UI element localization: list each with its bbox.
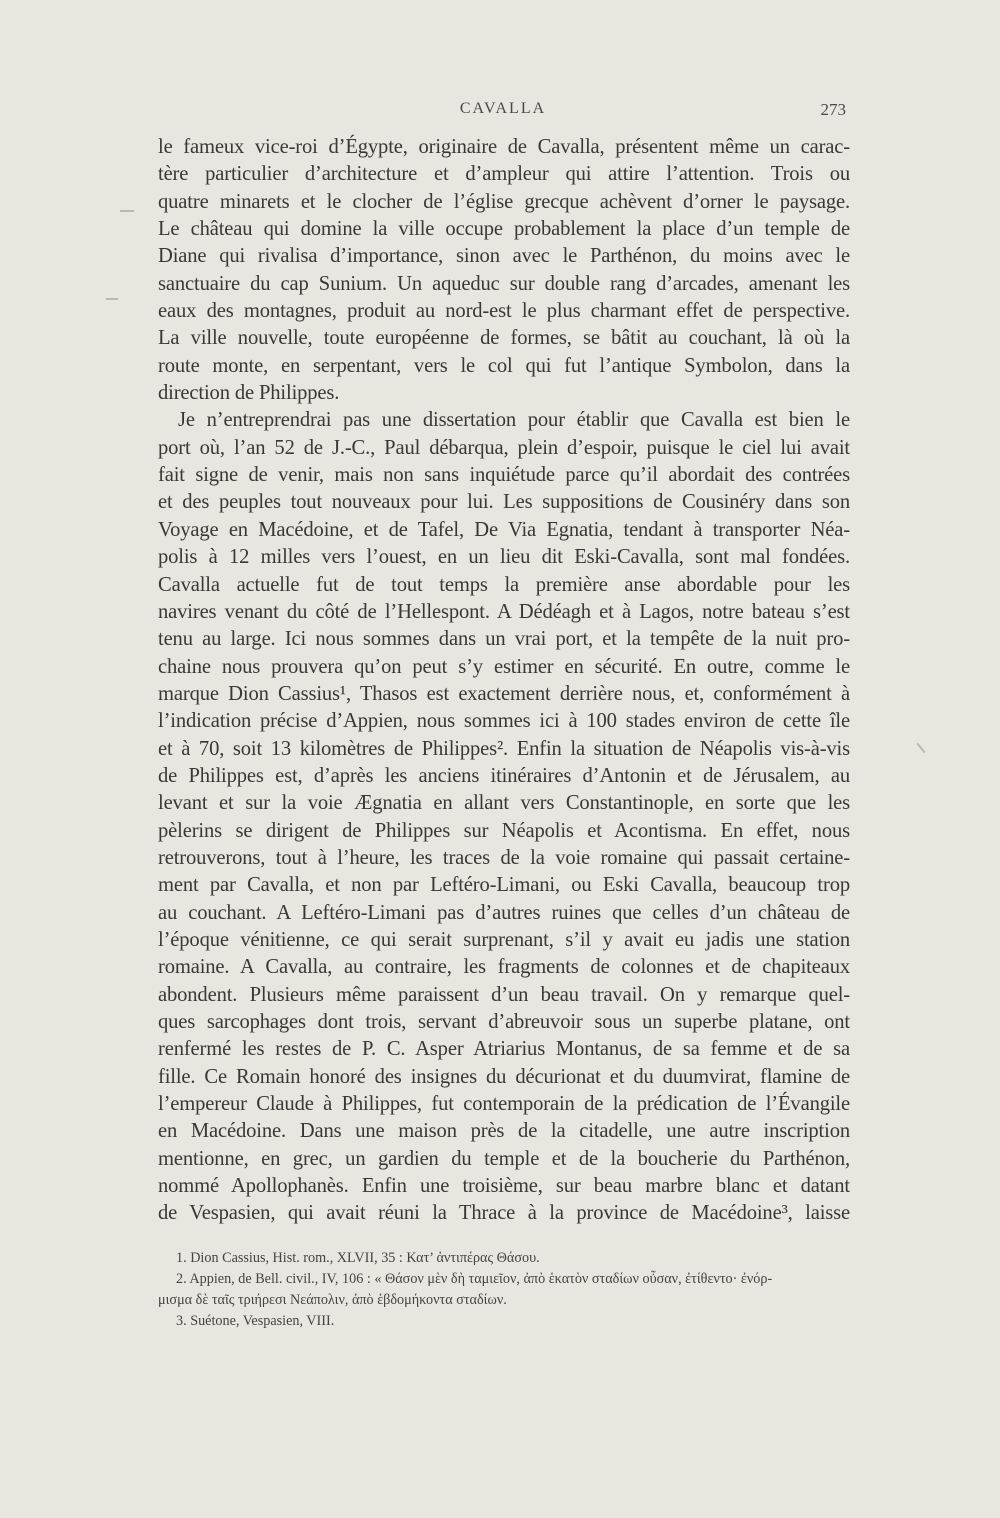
text-line: fille. Ce Romain honoré des insignes du décurionat et du duumvirat, flamine de: [158, 1065, 850, 1088]
running-title: CAVALLA: [459, 100, 547, 117]
text-line: Diane qui rivalisa d’importance, sinon avec le Parthénon, du moins avec le: [158, 245, 850, 268]
text-line: chaine nous prouvera qu’on peut s’y estimer en sécurité. En outre, comme le: [158, 655, 850, 678]
text-line: retrouverons, tout à l’heure, les traces de la voie romaine qui passait certaine-: [158, 846, 850, 869]
text-line: Cavalla actuelle fut de tout temps la première anse abordable pour les: [158, 573, 850, 596]
scan-mark: [916, 743, 925, 753]
text-line: levant et sur la voie Ægnatia en allant vers Constantinople, en sorte que les: [158, 792, 850, 815]
text-line: le fameux vice-roi d’Égypte, originaire de Cavalla, présentent même un carac-: [158, 136, 850, 158]
text-line: tère particulier d’architecture et d’ampleur qui attire l’attention. Trois ou: [158, 163, 850, 186]
text-line: abondent. Plusieurs même paraissent d’un beau travail. On y remarque quel-: [158, 983, 850, 1006]
text-line: marque Dion Cassius¹, Thasos est exactement derrière nous, et, conformément à: [158, 682, 850, 705]
text-line: pèlerins se dirigent de Philippes sur Néapolis et Acontisma. En effet, nous: [158, 819, 850, 842]
text-line: La ville nouvelle, toute européenne de formes, se bâtit au couchant, là où la: [158, 327, 850, 350]
text-line: sanctuaire du cap Sunium. Un aqueduc sur double rang d’arcades, amenant les: [158, 272, 850, 295]
text-line: tenu au large. Ici nous sommes dans un vrai port, et la tempête de la nuit pro-: [158, 628, 850, 651]
running-head: [158, 100, 848, 122]
text-line: Le château qui domine la ville occupe probablement la place d’un temple de: [158, 218, 850, 241]
text-line: direction de Philippes.: [158, 382, 340, 405]
footnote-line: 2. Appien, de Bell. civil., IV, 106 : « Θάσον μὲν δὴ ταμιεῖον, ἀπὸ ἑκατὸν σταδίων οὖσαν, ἐτίθεντο· ἐνόρ-: [176, 1271, 773, 1287]
main-text: [158, 134, 850, 1228]
text-line: Je n’entreprendrai pas une dissertation pour établir que Cavalla est bien le: [178, 409, 850, 432]
footnote-line: 3. Suétone, Vespasien, VIII.: [176, 1313, 335, 1329]
text-line: ment par Cavalla, et non par Leftéro-Limani, ou Eski Cavalla, beaucoup trop: [158, 874, 850, 897]
text-line: Voyage en Macédoine, et de Tafel, De Via Egnatia, tendant à transporter Néa-: [158, 518, 850, 541]
text-line: fait signe de venir, mais non sans inquiétude parce qu’il abordait des contrées: [158, 464, 850, 487]
text-line: l’indication précise d’Appien, nous sommes ici à 100 stades environ de cette île: [158, 710, 850, 733]
text-line: de Vespasien, qui avait réuni la Thrace à la province de Macédoine³, laisse: [158, 1202, 850, 1225]
scan-mark: [120, 210, 134, 212]
text-line: de Philippes est, d’après les anciens itinéraires d’Antonin et de Jérusalem, au: [158, 764, 850, 787]
text-line: romaine. A Cavalla, au contraire, les fragments de colonnes et de chapiteaux: [158, 956, 850, 979]
footnote-line: 1. Dion Cassius, Hist. rom., XLVII, 35 : Κατ’ ἀντιπέρας Θάσου.: [176, 1250, 540, 1266]
text-line: polis à 12 milles vers l’ouest, en un lieu dit Eski-Cavalla, sont mal fondées.: [158, 546, 850, 569]
text-line: en Macédoine. Dans une maison près de la citadelle, une autre inscription: [158, 1120, 850, 1143]
text-line: renfermé les restes de P. C. Asper Atriarius Montanus, de sa femme et de sa: [158, 1038, 850, 1061]
text-line: port où, l’an 52 de J.-C., Paul débarqua, plein d’espoir, puisque le ciel lui avait: [158, 436, 850, 459]
text-line: ques sarcophages dont trois, servant d’abreuvoir sous un superbe platane, ont: [158, 1011, 850, 1033]
text-line: navires venant du côté de l’Hellespont. A Dédéagh et à Lagos, notre bateau s’est: [158, 600, 850, 623]
text-line: au couchant. A Leftéro-Limani pas d’autres ruines que celles d’un château de: [158, 901, 850, 924]
text-line: nommé Apollophanès. Enfin une troisième, sur beau marbre blanc et datant: [158, 1175, 850, 1198]
text-line: route monte, en serpentant, vers le col qui fut l’antique Symbolon, dans la: [158, 354, 850, 377]
text-line: eaux des montagnes, produit au nord-est le plus charmant effet de perspective.: [158, 300, 850, 323]
text-line: et à 70, soit 13 kilomètres de Philippes². Enfin la situation de Néapolis vis-à-vis: [158, 737, 850, 760]
text-line: l’empereur Claude à Philippes, fut contemporain de la prédication de l’Évangile: [158, 1093, 850, 1116]
footnote-line: μισμα δὲ ταῖς τριήρεσι Νεάπολιν, ἀπὸ ἑβδομήκοντα σταδίων.: [158, 1292, 507, 1308]
text-line: mentionne, en grec, un gardien du temple et de la boucherie du Parthénon,: [158, 1147, 850, 1170]
scan-mark: [106, 298, 118, 300]
footnotes: [158, 1248, 850, 1332]
text-line: quatre minarets et le clocher de l’église grecque achèvent d’orner le paysage.: [158, 190, 850, 213]
text-line: et des peuples tout nouveaux pour lui. Les suppositions de Cousinéry dans son: [158, 491, 850, 514]
text-line: l’époque vénitienne, ce qui serait surprenant, s’il y avait eu jadis une station: [158, 928, 850, 951]
page-number: 273: [820, 100, 846, 119]
